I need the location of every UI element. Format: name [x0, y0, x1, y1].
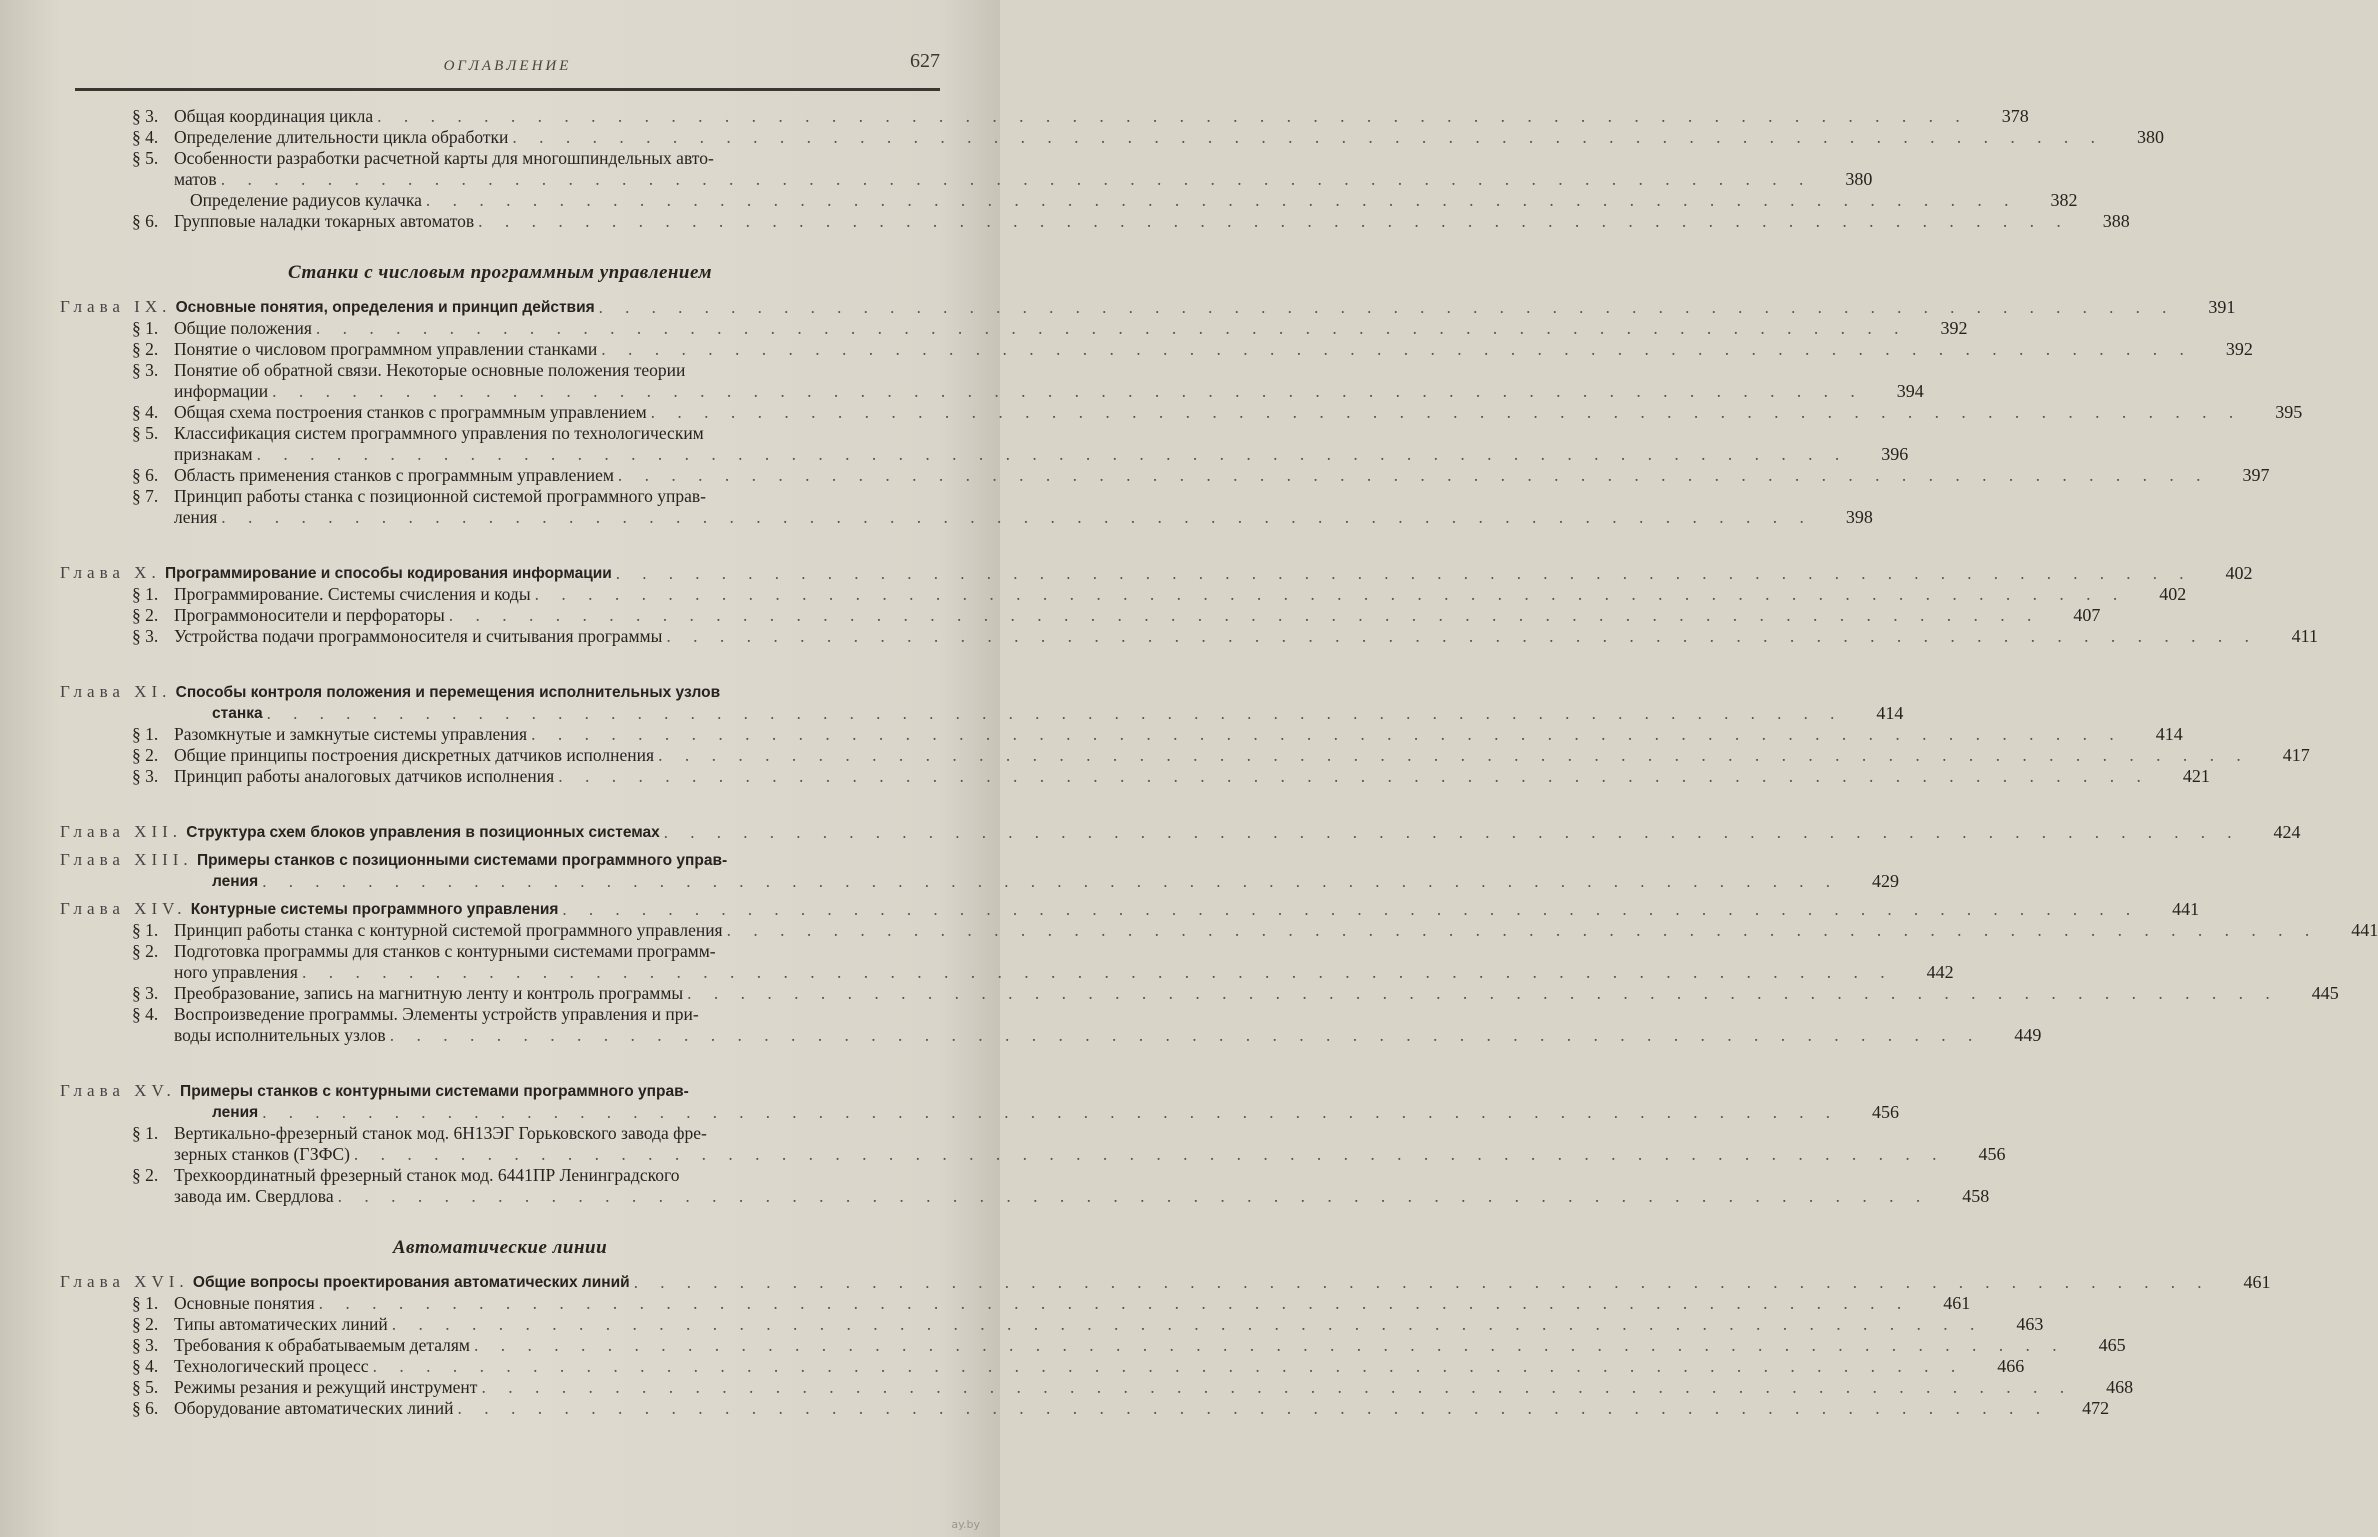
section-title: § 1. Общие положения	[132, 318, 312, 338]
toc-page-number: 417	[2282, 745, 2310, 765]
toc-entry	[60, 360, 1924, 402]
section-number: § 1.	[132, 920, 159, 940]
toc-row	[132, 402, 2303, 423]
spacer	[60, 1046, 940, 1074]
toc-page-number: 382	[2050, 190, 2078, 210]
toc-row	[132, 724, 2183, 745]
section-number: § 5.	[132, 1377, 159, 1397]
section-title: § 4. Общая схема построения станков с программным управлением	[132, 402, 647, 422]
toc-entry	[60, 745, 2310, 766]
leader-dots: . . . . . . . . . . . . . . . . . . . . . . . . . . . . . . . . . . . . . . . . . . . . . . . . . . . . . . . . . . . .	[478, 211, 2070, 231]
section-title: § 1. Разомкнутые и замкнутые системы управления	[132, 724, 528, 744]
chapter-name-continuation: станка	[212, 705, 263, 722]
leader-dots: . . . . . . . . . . . . . . . . . . . . . . . . . . . . . . . . . . . . . . . . . . . . . . . . . . . . . . . . . . . .	[666, 626, 2258, 646]
toc-entry	[60, 423, 1909, 465]
toc-page-number: 468	[2106, 1377, 2134, 1397]
table-of-contents	[60, 106, 2378, 1419]
toc-entry	[60, 920, 2378, 941]
leader-dots: . . . . . . . . . . . . . . . . . . . . . . . . . . . . . . . . . . . . . . . . . . . . . . . . . . . . . . . . . . . .	[262, 872, 1839, 891]
toc-page-number: 424	[2273, 822, 2301, 842]
leader-dots: . . . . . . . . . . . . . . . . . . . . . . . . . . . . . . . . . . . . . . . . . . . . . . . . . . . . . . . . . . . .	[687, 983, 2279, 1003]
toc-row	[190, 190, 2078, 211]
section-number: § 2.	[132, 941, 159, 961]
toc-page-number: 466	[1997, 1356, 2025, 1376]
section-number: § 2.	[132, 745, 159, 765]
section-title-line: § 5. Классификация систем программного управления по технологическим	[132, 423, 704, 443]
section-title: § 3. Общая координация цикла	[132, 106, 374, 126]
section-title: § 4. Технологический процесс	[132, 1356, 369, 1376]
toc-row	[60, 703, 1904, 724]
toc-row	[132, 1186, 1990, 1207]
watermark: ay.by	[951, 1518, 980, 1531]
leader-dots: . . . . . . . . . . . . . . . . . . . . . . . . . . . . . . . . . . . . . . . . . . . . . . . . . . . . . . . . . . . .	[315, 318, 1908, 338]
toc-row	[132, 983, 2339, 1004]
toc-page-number: 441	[2172, 899, 2200, 919]
section-number: § 3.	[132, 106, 159, 126]
section-number: § 2.	[132, 1165, 159, 1185]
section-number: § 4.	[132, 402, 159, 422]
section-number: § 4.	[132, 1356, 159, 1376]
toc-row	[132, 626, 2318, 647]
section-number: § 6.	[132, 211, 159, 231]
section-title-line: § 4. Воспроизведение программы. Элементы устройств управления и при-	[132, 1004, 699, 1024]
toc-row	[60, 296, 2236, 318]
toc-entry	[60, 681, 1904, 724]
toc-entry	[60, 1398, 2110, 1419]
toc-page-number: 378	[2001, 106, 2029, 126]
toc-entry	[60, 1080, 1899, 1123]
chapter-name: Контурные системы программного управления	[190, 901, 559, 918]
toc-entry	[60, 983, 2339, 1004]
toc-entry	[60, 1004, 2042, 1046]
toc-row	[132, 1314, 2044, 1335]
leader-dots: . . . . . . . . . . . . . . . . . . . . . . . . . . . . . . . . . . . . . . . . . . . . . . . . . . . . . . . . . . . .	[650, 402, 2243, 422]
leader-dots: . . . . . . . . . . . . . . . . . . . . . . . . . . . . . . . . . . . . . . . . . . . . . . . . . . . . . . . . . . . .	[391, 1314, 1984, 1334]
toc-page-number: 394	[1896, 381, 1924, 401]
toc-page-number: 441	[2351, 920, 2378, 940]
toc-row	[132, 605, 2101, 626]
leader-dots: . . . . . . . . . . . . . . . . . . . . . . . . . . . . . . . . . . . . . . . . . . . . . . . . . . . . . . . . . . . .	[726, 920, 2319, 940]
chapter-name: Общие вопросы проектирования автоматических линий	[192, 1274, 630, 1291]
toc-entry	[60, 1123, 2006, 1165]
section-title: § 6. Оборудование автоматических линий	[132, 1398, 454, 1418]
section-number: § 6.	[132, 465, 159, 485]
section-number: § 3.	[132, 1335, 159, 1355]
toc-entry	[60, 1314, 2044, 1335]
chapter-title	[60, 296, 595, 318]
toc-row	[132, 1398, 2110, 1419]
toc-row	[132, 962, 1954, 983]
toc-entry	[60, 465, 2270, 486]
chapter-title	[60, 1271, 630, 1293]
section-title: § 5. Режимы резания и режущий инструмент	[132, 1377, 478, 1397]
leader-dots: . . . . . . . . . . . . . . . . . . . . . . . . . . . . . . . . . . . . . . . . . . . . . . . . . . . . . . . . . . . .	[473, 1335, 2066, 1355]
toc-page-number: 414	[1876, 703, 1904, 723]
section-number: § 4.	[132, 127, 159, 147]
toc-row	[60, 1102, 1899, 1123]
toc-page-number: 458	[1962, 1186, 1990, 1206]
section-title: § 2. Общие принципы построения дискретных датчиков исполнения	[132, 745, 655, 765]
toc-page-number: 429	[1871, 871, 1899, 891]
toc-row	[60, 871, 1899, 892]
toc-page-number: 402	[2225, 563, 2253, 583]
toc-row	[132, 339, 2253, 360]
section-title: § 1. Программирование. Системы счисления и коды	[132, 584, 531, 604]
toc-entry	[60, 898, 2200, 920]
section-title: § 3. Принцип работы аналоговых датчиков исполнения	[132, 766, 555, 786]
section-title: § 3. Требования к обрабатываемым деталям	[132, 1335, 470, 1355]
chapter-title	[60, 898, 558, 920]
toc-page-number: 402	[2159, 584, 2187, 604]
toc-row	[132, 1144, 2006, 1165]
toc-row	[132, 318, 1968, 339]
section-number: § 2.	[132, 339, 159, 359]
chapter-label: Глава XII.	[60, 822, 183, 841]
section-title-continuation: информации	[174, 381, 269, 401]
section-title-line: § 2. Подготовка программы для станков с контурными системами программ-	[132, 941, 716, 961]
chapter-name: Примеры станков с позиционными системами программного управ-	[196, 852, 728, 869]
toc-page-number: 449	[2014, 1025, 2042, 1045]
section-title-continuation: ного управления	[174, 962, 298, 982]
section-number: § 7.	[132, 486, 159, 506]
toc-page-number: 396	[1881, 444, 1909, 464]
section-title: § 6. Групповые наладки токарных автоматов	[132, 211, 475, 231]
leader-dots: . . . . . . . . . . . . . . . . . . . . . . . . . . . . . . . . . . . . . . . . . . . . . . . . . . . . . . . . . . . .	[389, 1025, 1982, 1045]
chapter-label: Глава XV.	[60, 1081, 176, 1100]
chapter-name: Программирование и способы кодирования информации	[164, 565, 612, 582]
leader-dots: . . . . . . . . . . . . . . . . . . . . . . . . . . . . . . . . . . . . . . . . . . . . . . . . . . . . . . . . . . . .	[220, 169, 1813, 189]
spacer	[60, 528, 940, 556]
toc-row	[132, 1025, 2042, 1046]
toc-page-number: 461	[1943, 1293, 1971, 1313]
leader-dots: . . . . . . . . . . . . . . . . . . . . . . . . . . . . . . . . . . . . . . . . . . . . . . . . . . . . . . . . . . . .	[448, 605, 2041, 625]
section-number: § 3.	[132, 626, 159, 646]
running-title: ОГЛАВЛЕНИЕ	[443, 58, 572, 74]
toc-page-number: 407	[2073, 605, 2101, 625]
section-title-continuation: матов	[174, 169, 217, 189]
toc-entry	[60, 486, 1873, 528]
section-number: § 2.	[132, 1314, 159, 1334]
toc-row	[132, 920, 2378, 941]
section-title: § 1. Основные понятия	[132, 1293, 315, 1313]
section-title-line: § 3. Понятие об обратной связи. Некоторые основные положения теории	[132, 360, 686, 380]
toc-page-number: 395	[2275, 402, 2303, 422]
spacer	[60, 787, 940, 815]
leader-dots: . . . . . . . . . . . . . . . . . . . . . . . . . . . . . . . . . . . . . . . . . . . . . . . . . . . . . . . . . . . .	[318, 1293, 1911, 1313]
section-title: § 1. Принцип работы станка с контурной системой программного управления	[132, 920, 723, 940]
section-title: § 2. Понятие о числовом программном управлении станками	[132, 339, 598, 359]
chapter-title-line	[60, 849, 940, 871]
running-header	[75, 48, 940, 91]
toc-page-number: 465	[2098, 1335, 2126, 1355]
toc-entry	[60, 318, 1968, 339]
toc-entry	[60, 941, 1954, 983]
toc-entry	[60, 402, 2303, 423]
section-number: § 1.	[132, 318, 159, 338]
toc-page-number: 391	[2208, 297, 2236, 317]
chapter-title	[60, 562, 612, 584]
toc-page-number: 456	[1871, 1102, 1899, 1122]
section-number: § 5.	[132, 148, 159, 168]
toc-row	[132, 106, 2029, 127]
chapter-title-line	[60, 681, 940, 703]
toc-row	[60, 821, 2301, 843]
toc-entry	[60, 1271, 2271, 1293]
toc-row	[132, 1356, 2025, 1377]
part-heading: Станки с числовым программным управлением	[288, 262, 712, 283]
toc-row	[132, 444, 1909, 465]
toc-entry	[60, 1165, 1990, 1207]
section-number: § 3.	[132, 983, 159, 1003]
section-title: § 2. Программоносители и перфораторы	[132, 605, 445, 625]
toc-entry	[60, 584, 2187, 605]
leader-dots: . . . . . . . . . . . . . . . . . . . . . . . . . . . . . . . . . . . . . . . . . . . . . . . . . . . . . . . . . . . .	[256, 444, 1849, 464]
toc-page-number: 398	[1845, 507, 1873, 527]
toc-page-number: 388	[2102, 211, 2130, 231]
section-number: § 1.	[132, 1123, 159, 1143]
spacer	[60, 647, 940, 675]
section-title-line: § 5. Особенности разработки расчетной карты для многошпиндельных авто-	[132, 148, 714, 168]
chapter-label: Глава XIII.	[60, 850, 193, 869]
toc-entry	[60, 562, 2253, 584]
page-number: 627	[910, 50, 940, 72]
toc-page-number: 392	[1940, 318, 1968, 338]
chapter-title	[60, 821, 660, 843]
leader-dots: . . . . . . . . . . . . . . . . . . . . . . . . . . . . . . . . . . . . . . . . . . . . . . . . . . . . . . . . . . . .	[531, 724, 2123, 744]
toc-entry	[60, 1356, 2025, 1377]
toc-row	[132, 465, 2270, 486]
toc-page-number: 463	[2016, 1314, 2044, 1334]
leader-dots: . . . . . . . . . . . . . . . . . . . . . . . . . . . . . . . . . . . . . . . . . . . . . . . . . . . . . . . . . . . .	[337, 1186, 1930, 1206]
chapter-label: Глава IX.	[60, 297, 172, 316]
leader-dots: . . . . . . . . . . . . . . . . . . . . . . . . . . . . . . . . . . . . . . . . . . . . . . . . . . . . . . . . . . . .	[353, 1144, 1946, 1164]
toc-entry	[60, 1377, 2134, 1398]
section-title: § 6. Область применения станков с программным управлением	[132, 465, 614, 485]
section-number: § 1.	[132, 584, 159, 604]
toc-entry	[60, 106, 2029, 127]
toc-entry	[60, 211, 2130, 232]
toc-row	[132, 766, 2210, 787]
toc-page-number: 442	[1926, 962, 1954, 982]
toc-entry	[60, 296, 2236, 318]
toc-page-number: 411	[2291, 626, 2318, 646]
toc-entry	[60, 148, 1873, 190]
toc-row	[132, 169, 1873, 190]
part-heading: Автоматические линии	[392, 1237, 608, 1258]
leader-dots: . . . . . . . . . . . . . . . . . . . . . . . . . . . . . . . . . . . . . . . . . . . . . . . . . . . . . . . . . . . .	[558, 766, 2150, 786]
leader-dots: . . . . . . . . . . . . . . . . . . . . . . . . . . . . . . . . . . . . . . . . . . . . . . . . . . . . . . . . . . . .	[562, 900, 2140, 919]
toc-page-number: 472	[2082, 1398, 2110, 1418]
section-title-continuation: ления	[174, 507, 218, 527]
toc-row	[60, 1271, 2271, 1293]
leader-dots: . . . . . . . . . . . . . . . . . . . . . . . . . . . . . . . . . . . . . . . . . . . . . . . . . . . . . . . . . . . .	[617, 465, 2210, 485]
section-title-line: § 7. Принцип работы станка с позиционной системой программного управ-	[132, 486, 706, 506]
toc-row	[132, 381, 1924, 402]
toc-page-number: 461	[2243, 1272, 2271, 1292]
toc-entry	[60, 1335, 2126, 1356]
toc-page-number: 392	[2225, 339, 2253, 359]
section-title-line: § 1. Вертикально-фрезерный станок мод. 6Н13ЭГ Горьковского завода фре-	[132, 1123, 707, 1143]
section-title-continuation: зерных станков (ГЗФС)	[174, 1144, 350, 1164]
chapter-label: Глава XVI.	[60, 1272, 189, 1291]
toc-page-number: 456	[1978, 1144, 2006, 1164]
leader-dots: . . . . . . . . . . . . . . . . . . . . . . . . . . . . . . . . . . . . . . . . . . . . . . . . . . . . . . . . . . . .	[266, 704, 1844, 723]
toc-entry	[60, 605, 2101, 626]
toc-entry	[60, 127, 2165, 148]
toc-entry	[60, 1293, 1971, 1314]
leader-dots: . . . . . . . . . . . . . . . . . . . . . . . . . . . . . . . . . . . . . . . . . . . . . . . . . . . . . . . . . . . .	[512, 127, 2105, 147]
chapter-name: Основные понятия, определения и принцип действия	[175, 299, 595, 316]
section-number: § 5.	[132, 423, 159, 443]
leader-dots: . . . . . . . . . . . . . . . . . . . . . . . . . . . . . . . . . . . . . . . . . . . . . . . . . . . . . . . . . . . .	[534, 584, 2127, 604]
leader-dots: . . . . . . . . . . . . . . . . . . . . . . . . . . . . . . . . . . . . . . . . . . . . . . . . . . . . . . . . . . . .	[301, 962, 1894, 982]
toc-entry	[60, 190, 2078, 211]
section-title-continuation: воды исполнительных узлов	[174, 1025, 386, 1045]
section-title-continuation: признакам	[174, 444, 253, 464]
subsection-title: Определение радиусов кулачка	[190, 190, 422, 210]
toc-page-number: 380	[2137, 127, 2165, 147]
toc-page-number: 380	[1845, 169, 1873, 189]
toc-page-number: 421	[2182, 766, 2210, 786]
leader-dots: . . . . . . . . . . . . . . . . . . . . . . . . . . . . . . . . . . . . . . . . . . . . . . . . . . . . . . . . . . . .	[633, 1273, 2211, 1292]
section-number: § 1.	[132, 724, 159, 744]
section-number: § 3.	[132, 360, 159, 380]
chapter-label: Глава XIV.	[60, 899, 187, 918]
section-number: § 3.	[132, 766, 159, 786]
toc-entry	[60, 766, 2210, 787]
section-title: § 4. Определение длительности цикла обработки	[132, 127, 509, 147]
toc-entry	[60, 821, 2301, 843]
chapter-name-continuation: ления	[212, 1104, 259, 1121]
chapter-label: Глава XI.	[60, 682, 172, 701]
leader-dots: . . . . . . . . . . . . . . . . . . . . . . . . . . . . . . . . . . . . . . . . . . . . . . . . . . . . . . . . . . . .	[481, 1377, 2074, 1397]
chapter-label: Глава X.	[60, 563, 161, 582]
section-title: § 3. Преобразование, запись на магнитную ленту и контроль программы	[132, 983, 684, 1003]
chapter-name: Структура схем блоков управления в позиционных системах	[186, 824, 660, 841]
section-number: § 2.	[132, 605, 159, 625]
section-number: § 6.	[132, 1398, 159, 1418]
toc-row	[132, 745, 2310, 766]
leader-dots: . . . . . . . . . . . . . . . . . . . . . . . . . . . . . . . . . . . . . . . . . . . . . . . . . . . . . . . . . . . .	[658, 745, 2250, 765]
leader-dots: . . . . . . . . . . . . . . . . . . . . . . . . . . . . . . . . . . . . . . . . . . . . . . . . . . . . . . . . . . . .	[601, 339, 2193, 359]
leader-dots: . . . . . . . . . . . . . . . . . . . . . . . . . . . . . . . . . . . . . . . . . . . . . . . . . . . . . . . . . . . .	[372, 1356, 1965, 1376]
toc-row	[60, 898, 2200, 920]
chapter-title-line	[60, 1080, 940, 1102]
toc-page-number: 414	[2155, 724, 2183, 744]
leader-dots: . . . . . . . . . . . . . . . . . . . . . . . . . . . . . . . . . . . . . . . . . . . . . . . . . . . . . . . . . . . .	[425, 190, 2018, 210]
toc-row	[132, 507, 1873, 528]
leader-dots: . . . . . . . . . . . . . . . . . . . . . . . . . . . . . . . . . . . . . . . . . . . . . . . . . . . . . . . . . . . .	[221, 507, 1813, 527]
leader-dots: . . . . . . . . . . . . . . . . . . . . . . . . . . . . . . . . . . . . . . . . . . . . . . . . . . . . . . . . . . . .	[457, 1398, 2050, 1418]
toc-entry	[60, 339, 2253, 360]
chapter-name-continuation: ления	[212, 873, 259, 890]
section-number: § 1.	[132, 1293, 159, 1313]
toc-entry	[60, 849, 1899, 892]
toc-entry	[60, 626, 2318, 647]
toc-row	[132, 1293, 1971, 1314]
toc-row	[132, 1377, 2134, 1398]
toc-row	[60, 562, 2253, 584]
leader-dots: . . . . . . . . . . . . . . . . . . . . . . . . . . . . . . . . . . . . . . . . . . . . . . . . . . . . . . . . . . . .	[377, 106, 1969, 126]
chapter-name: Примеры станков с контурными системами программного управ-	[180, 1083, 689, 1100]
section-title: § 3. Устройства подачи программоносителя и считывания программы	[132, 626, 663, 646]
leader-dots: . . . . . . . . . . . . . . . . . . . . . . . . . . . . . . . . . . . . . . . . . . . . . . . . . . . . . . . . . . . .	[663, 823, 2241, 842]
toc-row	[132, 127, 2165, 148]
section-title-line: § 2. Трехкоординатный фрезерный станок мод. 6441ПР Ленинградского	[132, 1165, 680, 1185]
chapter-name: Способы контроля положения и перемещения исполнительных узлов	[175, 684, 721, 701]
toc-row	[132, 584, 2187, 605]
toc-page-number: 445	[2311, 983, 2339, 1003]
leader-dots: . . . . . . . . . . . . . . . . . . . . . . . . . . . . . . . . . . . . . . . . . . . . . . . . . . . . . . . . . . . .	[615, 564, 2193, 583]
toc-row	[132, 211, 2130, 232]
leader-dots: . . . . . . . . . . . . . . . . . . . . . . . . . . . . . . . . . . . . . . . . . . . . . . . . . . . . . . . . . . . .	[272, 381, 1864, 401]
toc-row	[132, 1335, 2126, 1356]
toc-entry	[60, 724, 2183, 745]
section-number: § 4.	[132, 1004, 159, 1024]
toc-page-number: 397	[2242, 465, 2270, 485]
leader-dots: . . . . . . . . . . . . . . . . . . . . . . . . . . . . . . . . . . . . . . . . . . . . . . . . . . . . . . . . . . . .	[598, 298, 2176, 317]
section-title-continuation: завода им. Свердлова	[174, 1186, 334, 1206]
section-title: § 2. Типы автоматических линий	[132, 1314, 388, 1334]
leader-dots: . . . . . . . . . . . . . . . . . . . . . . . . . . . . . . . . . . . . . . . . . . . . . . . . . . . . . . . . . . . .	[262, 1103, 1839, 1122]
